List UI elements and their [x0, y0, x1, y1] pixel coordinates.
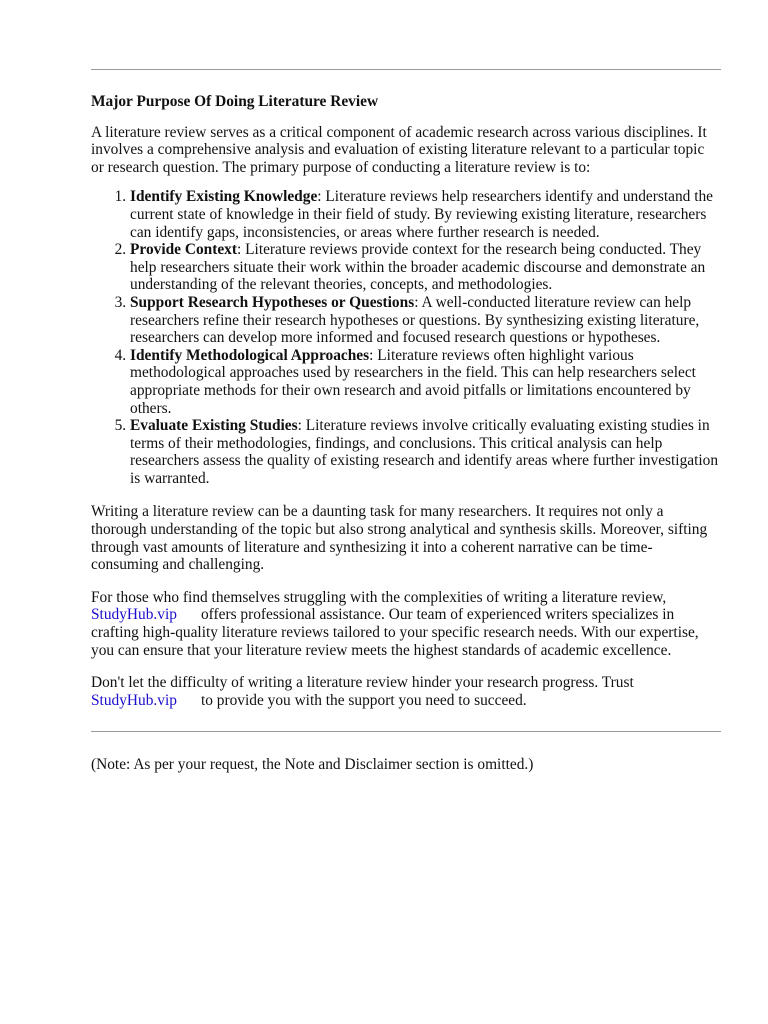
list-item-term: Evaluate Existing Studies — [130, 417, 298, 435]
purpose-list — [91, 188, 719, 487]
intro-paragraph: A literature review serves as a critical component of academic research across various disciplines. It involves a comprehensive analysis and evaluation of existing literature relevant to a particular topic or research question. The primary purpose of conducting a literature review is to: — [91, 123, 707, 176]
help-text-before: For those who find themselves struggling with the complexities of writing a literature review, — [91, 588, 667, 606]
list-item — [130, 188, 719, 241]
list-item-separator: : — [237, 241, 246, 259]
trust-paragraph — [91, 674, 719, 709]
help-paragraph — [91, 589, 719, 659]
trust-text-after: to provide you with the support you need to succeed. — [200, 691, 527, 709]
list-item-term: Support Research Hypotheses or Questions — [130, 293, 415, 311]
list-item-term: Provide Context — [130, 241, 238, 259]
list-item-term: Identify Existing Knowledge — [130, 188, 318, 206]
list-item — [130, 294, 719, 347]
list-item-text: Literature reviews provide context for the research being conducted. They help researchers situate their work within the broader academic discourse and demonstrate an understanding of the relevant theories, concepts, and methodologies. — [130, 241, 706, 294]
writing-paragraph: Writing a literature review can be a daunting task for many researchers. It requires not only a thorough understanding of the topic but also strong analytical and synthesis skills. Moreover, sifting through vast amounts of literature and synthesizing it into a coherent narrative can be time-consuming and challenging. — [91, 503, 708, 574]
list-item-separator: : — [414, 293, 422, 311]
note-text: (Note: As per your request, the Note and Disclaimer section is omitted.) — [91, 756, 534, 774]
list-item-separator: : — [317, 188, 326, 206]
list-item-text: A well-conducted literature review can help researchers refine their research hypotheses or questions. By synthesizing existing literature, researchers can develop more informed and focused research questions or hypotheses. — [130, 293, 700, 347]
list-item — [130, 347, 719, 417]
studyhub-link[interactable]: StudyHub.vip — [91, 691, 177, 709]
list-item — [130, 417, 719, 487]
top-divider — [91, 69, 721, 70]
help-text-after: offers professional assistance. Our team of experienced writers specializes in crafting high-quality literature reviews tailored to your specific research needs. With our expertise, you can ensure that your literature review meets the highest standards of academic excellence. — [91, 606, 699, 659]
list-item-term: Identify Methodological Approaches — [130, 346, 370, 364]
list-item-text: Literature reviews often highlight various methodological approaches used by researchers in the field. This can help researchers select appropriate methods for their own research and avoid pitfalls or limitations encountered by others. — [130, 346, 696, 417]
document-page — [91, 0, 721, 774]
trust-text-before: Don't let the difficulty of writing a literature review hinder your research progress. Trust — [91, 674, 634, 692]
list-item-separator: : — [369, 346, 378, 364]
list-item-text: Literature reviews involve critically evaluating existing studies in terms of their methodologies, findings, and conclusions. This critical analysis can help researchers assess the quality of existing research and identify areas where further investigation is warranted. — [130, 417, 719, 487]
studyhub-link[interactable]: StudyHub.vip — [91, 606, 177, 624]
bottom-divider — [91, 731, 721, 732]
list-item-text: Literature reviews help researchers identify and understand the current state of knowledge in their field of study. By reviewing existing literature, researchers can identify gaps, inconsistencies, or areas where further research is needed. — [130, 188, 713, 241]
list-item — [130, 241, 719, 294]
page-title: Major Purpose Of Doing Literature Review — [91, 93, 379, 110]
list-item-separator: : — [297, 417, 306, 435]
